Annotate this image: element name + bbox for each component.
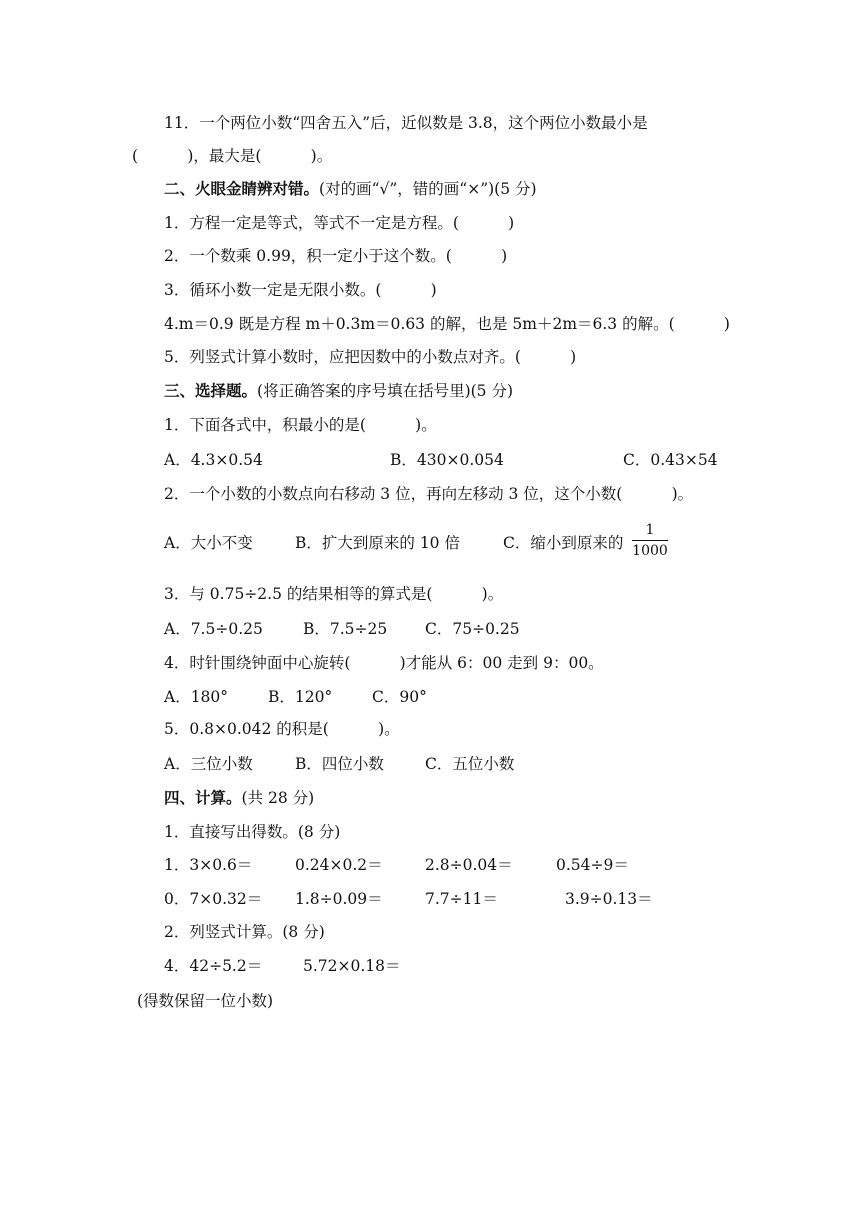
section3-q3-option-b: B．7.5÷25 xyxy=(303,620,388,638)
section3-q1-option-a: A．4.3×0.54 xyxy=(164,451,263,469)
section2-item-2: 2．一个数乘 0.99，积一定小于这个数。( ) xyxy=(164,247,508,265)
section3-q4-option-c: C．90° xyxy=(372,688,427,706)
section3-q2-option-c: C．缩小到原来的 xyxy=(503,534,624,552)
section3-q4-option-b: B．120° xyxy=(268,688,333,706)
calc-item: 2.8÷0.04＝ xyxy=(425,856,513,874)
section4-title: 四、计算。 xyxy=(164,788,242,807)
section4-note: (共 28 分) xyxy=(241,789,315,807)
calc-item: 1.8÷0.09＝ xyxy=(295,890,383,908)
section4-sub2: 2．列竖式计算。(8 分) xyxy=(164,923,325,941)
calc-item: 1．3×0.6＝ xyxy=(164,856,253,874)
fraction-bar xyxy=(632,540,668,541)
fraction-one-thousandth xyxy=(632,522,668,559)
section3-q5-option-b: B．四位小数 xyxy=(295,755,384,773)
calc-item: 3.9÷0.13＝ xyxy=(565,890,653,908)
calc-item: 5.72×0.18＝ xyxy=(303,957,401,975)
fraction-denominator: 1000 xyxy=(632,543,668,559)
section2-title: 二、火眼金睛辨对错。 xyxy=(164,179,320,198)
section3-q1-stem: 1．下面各式中，积最小的是( )。 xyxy=(164,416,437,434)
section4-footnote: (得数保留一位小数) xyxy=(137,992,274,1010)
section2-item-5: 5．列竖式计算小数时，应把因数中的小数点对齐。( ) xyxy=(164,348,577,366)
section3-q1-option-c: C．0.43×54 xyxy=(623,451,718,469)
section3-q5-option-c: C．五位小数 xyxy=(425,755,515,773)
calc-item: 0．7×0.32＝ xyxy=(164,890,263,908)
section2-item-1: 1．方程一定是等式，等式不一定是方程。( ) xyxy=(164,214,515,232)
calc-item: 4．42÷5.2＝ xyxy=(164,957,263,975)
section3-q3-option-c: C．75÷0.25 xyxy=(425,620,520,638)
section2-note: (对的画“√”，错的画“×”)(5 分) xyxy=(319,180,537,198)
section3-q3-option-a: A．7.5÷0.25 xyxy=(164,620,263,638)
section2-item-4: 4.m＝0.9 既是方程 m＋0.3m＝0.63 的解，也是 5m＋2m＝6.3 的解。( ) xyxy=(164,315,730,333)
section3-q2-option-a: A．大小不变 xyxy=(164,534,253,552)
q11-line1: 11．一个两位小数“四舍五入”后，近似数是 3.8，这个两位小数最小是 xyxy=(164,114,648,132)
calc-item: 7.7÷11＝ xyxy=(425,890,498,908)
section4-sub1: 1．直接写出得数。(8 分) xyxy=(164,823,341,841)
section3-q4-option-a: A．180° xyxy=(164,688,229,706)
section2-heading xyxy=(164,178,537,200)
section4-heading xyxy=(164,787,314,809)
section3-heading xyxy=(164,380,513,402)
section3-q2-stem: 2．一个小数的小数点向右移动 3 位，再向左移动 3 位，这个小数( )。 xyxy=(164,485,694,503)
section2-item-3: 3．循环小数一定是无限小数。( ) xyxy=(164,281,437,299)
section3-q5-option-a: A．三位小数 xyxy=(164,755,253,773)
section3-note: (将正确答案的序号填在括号里)(5 分) xyxy=(257,382,513,400)
section3-title: 三、选择题。 xyxy=(164,381,258,400)
q11-line2: ( )，最大是( )。 xyxy=(132,147,333,165)
calc-item: 0.54÷9＝ xyxy=(556,856,629,874)
section3-q5-stem: 5．0.8×0.042 的积是( )。 xyxy=(164,720,400,738)
section3-q1-option-b: B．430×0.054 xyxy=(390,451,504,469)
fraction-numerator: 1 xyxy=(645,522,655,538)
section3-q2-option-b: B．扩大到原来的 10 倍 xyxy=(295,534,460,552)
section3-q3-stem: 3．与 0.75÷2.5 的结果相等的算式是( )。 xyxy=(164,585,504,603)
section3-q4-stem: 4．时针围绕钟面中心旋转( )才能从 6：00 走到 9：00。 xyxy=(164,654,604,672)
calc-item: 0.24×0.2＝ xyxy=(295,856,383,874)
